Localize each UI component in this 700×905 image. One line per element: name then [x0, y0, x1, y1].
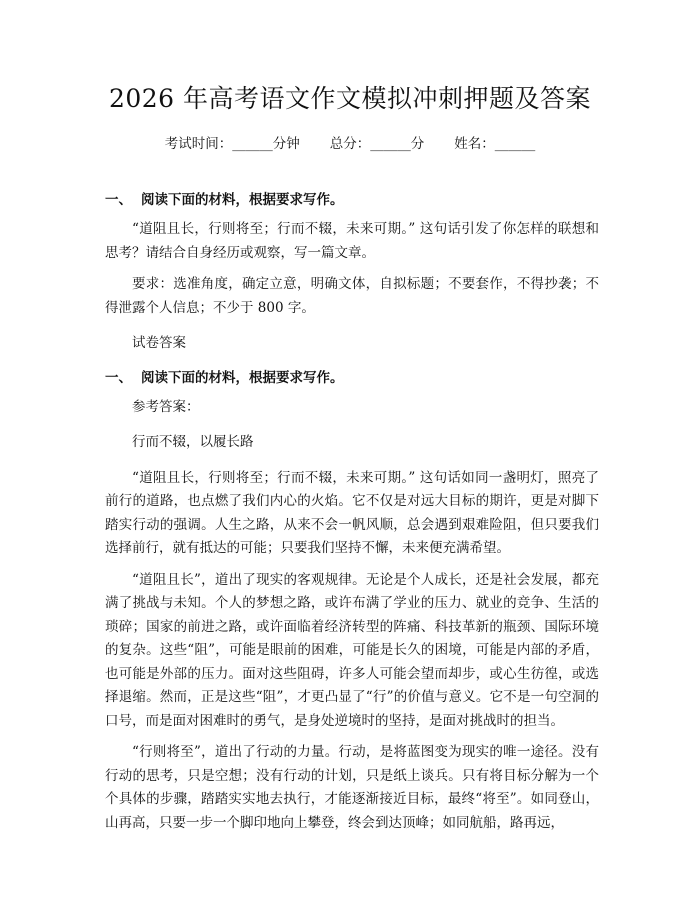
document-title: 2026 年高考语文作文模拟冲刺押题及答案	[108, 84, 592, 113]
question-requirements: 要求：选准角度，确定立意，明确文体，自拟标题；不要套作，不得抄袭；不得泄露个人信息；不少于 800 字。	[105, 276, 599, 316]
exam-info-line	[0, 134, 700, 154]
essay-paragraph: “行则将至”，道出了行动的力量。行动，是将蓝图变为现实的唯一途径。没有行动的思考，只是空想；没有行动的计划，只是纸上谈兵。只有将目标分解为一个个具体的步骤，踏踏实实地去执行，才能逐渐接近目标，最终“将至”。如同登山，山再高，只要一步一个脚印地向上攀登，终会到达顶峰；如同航船，路再远，	[105, 744, 599, 831]
essay-title: 行而不辍，以履长路	[132, 434, 254, 450]
total-score-field: 总分：______分	[329, 136, 425, 152]
essay-paragraph: “道阻且长，行则将至；行而不辍，未来可期。” 这句话如同一盏明灯，照亮了前行的道路，也点燃了我们内心的火焰。它不仅是对远大目标的期许，更是对脚下踏实行动的强调。人生之路，从来不会一帆风顺，总会遇到艰难险阻，但只要我们选择前行，就有抵达的可能；只要我们坚持不懈，未来便充满希望。	[105, 469, 599, 556]
question-section-title: 阅读下面的材料，根据要求写作。	[141, 192, 344, 208]
question-prompt: “道阻且长，行则将至；行而不辍，未来可期。” 这句话引发了你怎样的联想和思考？请结合自身经历或观察，写一篇文章。	[105, 221, 599, 261]
answer-section-heading	[105, 368, 599, 388]
exam-time-field: 考试时间：______分钟	[164, 136, 300, 152]
question-section-heading	[105, 190, 599, 210]
essay-paragraph: “道阻且长”，道出了现实的客观规律。无论是个人成长，还是社会发展，都充满了挑战与未知。个人的梦想之路，或许布满了学业的压力、就业的竞争、生活的琐碎；国家的前进之路，或许面临着经济转型的阵痛、科技革新的瓶颈、国际环境的复杂。这些“阻”，可能是眼前的困难，可能是长久的困境，可能是内部的矛盾，也可能是外部的压力。面对这些阻碍，许多人可能会望而却步，或心生彷徨，或选择退缩。然而，正是这些“阻”，才更凸显了“行”的价值与意义。它不是一句空洞的口号，而是面对困难时的勇气，是身处逆境时的坚持，是面对挑战时的担当。	[105, 571, 599, 729]
document-body	[105, 190, 599, 835]
question-section-number: 一、	[105, 192, 132, 208]
answer-section-title: 阅读下面的材料，根据要求写作。	[141, 369, 344, 386]
reference-answer-label: 参考答案：	[132, 398, 200, 415]
answer-label: 试卷答案	[132, 335, 186, 351]
student-name-field: 姓名：______	[454, 136, 536, 152]
answer-section-number: 一、	[105, 369, 132, 386]
